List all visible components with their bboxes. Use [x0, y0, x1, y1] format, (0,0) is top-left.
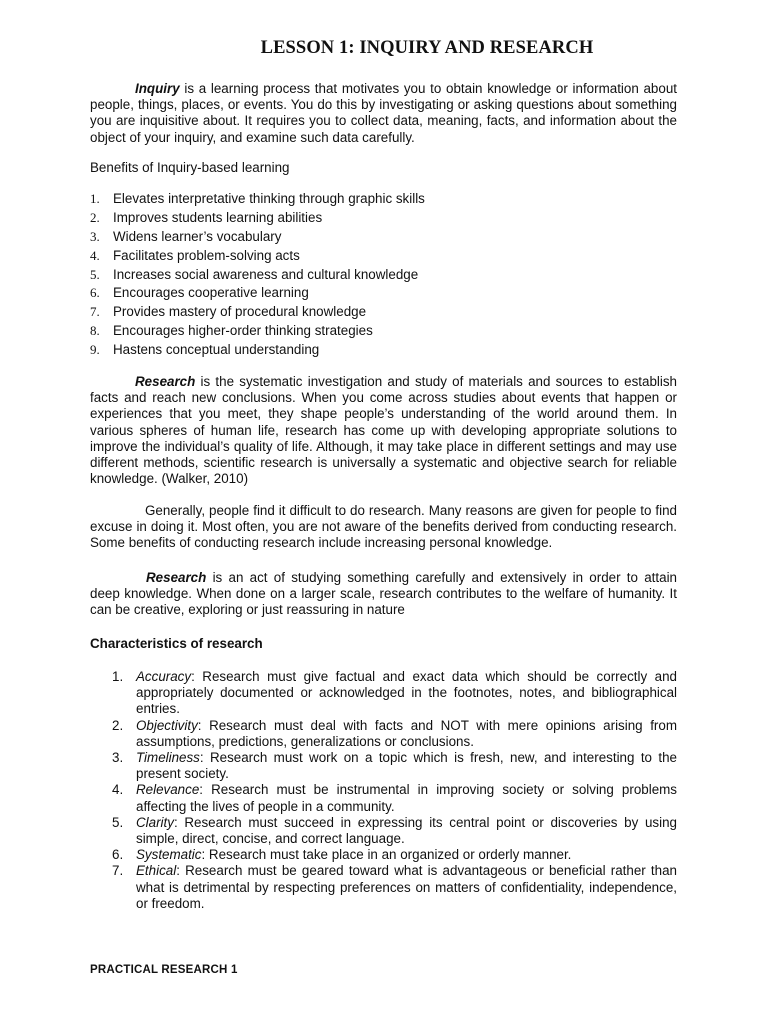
list-item — [90, 285, 425, 304]
list-text: Encourages higher-order thinking strategies — [113, 323, 373, 339]
list-number: 4. — [90, 247, 100, 263]
list-text: Widens learner’s vocabulary — [113, 228, 282, 244]
characteristic-text: : Research must deal with facts and NOT with mere opinions arising from assumptions, predictions, generalizations or conclusions. — [136, 717, 677, 749]
characteristic-text: : Research must be geared toward what is advantageous or beneficial rather than what is detrimental by respecting preferences on matters of confidentiality, independence, or freedom. — [136, 863, 677, 911]
characteristic-text: : Research must succeed in expressing its central point or discoveries by using simple, direct, concise, and correct language. — [136, 814, 677, 847]
list-number: 4. — [112, 782, 124, 798]
characteristic-term: Clarity — [136, 814, 174, 830]
characteristic-term: Relevance — [136, 782, 200, 798]
research-term: Research — [135, 374, 196, 389]
general-paragraph: Generally, people find it difficult to do research. Many reasons are given for people to find excuse in doing it. Most often, you are not aware of the benefits derived from conducting research. Some benefits of conducting research include increasing personal knowledge. — [90, 503, 677, 551]
list-text: Facilitates problem-solving acts — [113, 247, 300, 263]
characteristic-text: : Research must be instrumental in improving society or solving problems affecting the lives of people in a community. — [136, 782, 677, 814]
list-number: 5. — [112, 814, 124, 830]
research-act-paragraph — [90, 570, 677, 619]
list-number: 1. — [90, 191, 100, 206]
list-number: 1. — [112, 669, 124, 684]
list-item — [90, 191, 425, 210]
list-item — [90, 210, 425, 229]
characteristic-term: Accuracy — [136, 669, 192, 684]
list-number: 3. — [90, 228, 100, 244]
characteristic-term: Systematic — [136, 847, 202, 863]
list-number: 8. — [90, 323, 100, 339]
list-item — [112, 669, 677, 718]
list-item — [90, 342, 425, 361]
list-item — [112, 718, 677, 750]
list-number: 2. — [90, 209, 100, 225]
characteristic-term: Ethical — [136, 863, 177, 879]
list-number: 6. — [112, 847, 124, 863]
list-item — [112, 750, 677, 782]
research-definition-paragraph — [90, 374, 677, 487]
list-item — [112, 847, 677, 863]
list-item — [90, 248, 425, 267]
characteristic-term: Timeliness — [136, 750, 200, 766]
list-item — [90, 304, 425, 323]
inquiry-text: is a learning process that motivates you to obtain knowledge or information about people, things, places, or events. You do this by investigating or asking questions about something you are inquisitive about. It requires you to collect data, meaning, facts, and information about the object of your inquiry, and examine such data carefully. — [90, 81, 677, 145]
page-title: LESSON 1: INQUIRY AND RESEARCH — [260, 38, 594, 58]
research-term: Research — [146, 570, 207, 585]
page-footer: PRACTICAL RESEARCH 1 — [90, 964, 238, 976]
benefits-heading: Benefits of Inquiry-based learning — [90, 160, 290, 175]
list-text: Increases social awareness and cultural knowledge — [113, 266, 419, 282]
list-item — [90, 267, 425, 286]
inquiry-paragraph — [90, 81, 677, 146]
inquiry-term: Inquiry — [135, 81, 180, 96]
list-text: Encourages cooperative learning — [113, 285, 309, 301]
characteristic-text: : Research must work on a topic which is fresh, new, and interesting to the present society. — [136, 750, 677, 782]
list-item — [112, 782, 677, 814]
characteristics-list — [112, 669, 677, 912]
list-number: 9. — [90, 342, 100, 358]
characteristic-term: Objectivity — [136, 717, 198, 733]
list-item — [112, 815, 677, 847]
list-number: 5. — [90, 266, 100, 282]
list-number: 2. — [112, 717, 124, 733]
list-item — [90, 323, 425, 342]
characteristic-text: : Research must take place in an organized or orderly manner. — [201, 847, 572, 863]
list-text: Improves students learning abilities — [113, 209, 323, 225]
list-number: 6. — [90, 285, 100, 301]
list-item — [112, 863, 677, 912]
research-act-text: is an act of studying something carefully and extensively in order to attain deep knowledge. When done on a larger scale, research contributes to the welfare of humanity. It can be creative, exploring or just reassuring in nature — [90, 570, 677, 618]
list-text: Elevates interpretative thinking through graphic skills — [113, 191, 425, 206]
list-number: 3. — [112, 750, 124, 766]
list-number: 7. — [112, 863, 124, 879]
list-text: Hastens conceptual understanding — [113, 342, 320, 358]
research-definition-text: is the systematic investigation and study of materials and sources to establish facts and reach new conclusions. When you come across studies about events that happen or experiences that you meet, they shape people’s understanding of the world around them. In various spheres of human life, research has come up with developing appropriate solutions to improve the individual’s quality of life. Although, it may take place in different settings and may use different methods, scientific research is universally a systematic and objective search for reliable knowledge. (Walker, 2010) — [90, 374, 677, 487]
benefits-list — [90, 191, 425, 361]
list-number: 7. — [90, 304, 100, 320]
list-text: Provides mastery of procedural knowledge — [113, 304, 367, 320]
list-item — [90, 229, 425, 248]
characteristic-text: : Research must give factual and exact data which should be correctly and appropriately documented or acknowledged in the footnotes, notes, and bibliographical entries. — [136, 669, 677, 717]
characteristics-heading: Characteristics of research — [90, 636, 263, 651]
